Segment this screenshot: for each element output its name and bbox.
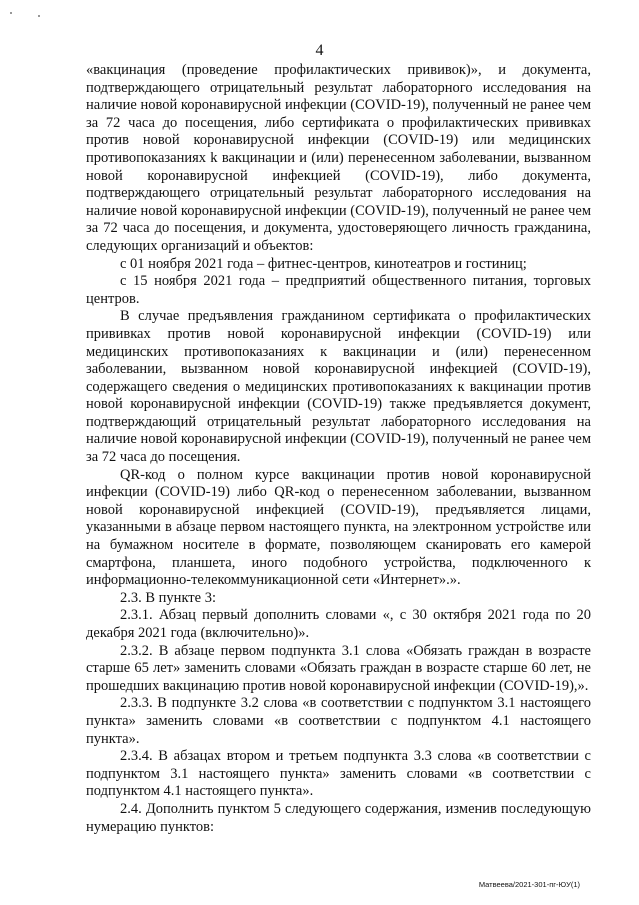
paragraph: 2.3.3. В подпункте 3.2 слова «в соответствии с подпунктом 3.1 настоящего пункта» заменить словами «в соответствии с подпунктом 4.1 настоящего пункта». <box>86 695 591 747</box>
paragraph: В случае предъявления гражданином сертификата о профилактических прививках против новой коронавирусной инфекции (COVID-19) или медицинских противопоказаниях к вакцинации и (или) перенесенном заболевании, вызванном новой коронавирусной инфекцией (COVID-19), содержащего сведения о медицинских противопоказаниях к вакцинации против новой коронавирусной инфекции (COVID-19) также предъявляется документ, подтверждающий отрицательный результат лабораторного исследования на наличие новой коронавирусной инфекции (COVID-19), полученный не ранее чем за 72 часа до посещения. <box>86 308 591 466</box>
paragraph: 2.3.4. В абзацах втором и третьем подпункта 3.3 слова «в соответствии с подпунктом 3.1 настоящего пункта» заменить словами «в соответствии с подпунктом 4.1 настоящего пункта». <box>86 748 591 800</box>
paragraph: 2.4. Дополнить пунктом 5 следующего содержания, изменив последующую нумерацию пунктов: <box>86 800 591 835</box>
paragraph: 2.3.1. Абзац первый дополнить словами «, с 30 октября 2021 года по 20 декабря 2021 года (включительно)». <box>86 607 591 641</box>
document-body <box>86 62 591 836</box>
footer-reference: Матвеева/2021-301-пг-ЮУ(1) <box>478 880 580 889</box>
paragraph: с 15 ноября 2021 года – предприятий общественного питания, торговых центров. <box>86 273 591 307</box>
paragraph: с 01 ноября 2021 года – фитнес-центров, кинотеатров и гостиниц; <box>120 255 527 272</box>
scan-speck <box>38 15 40 17</box>
scan-speck <box>10 12 12 14</box>
page-number: 4 <box>315 42 324 59</box>
paragraph: 2.3. В пункте 3: <box>120 589 216 606</box>
paragraph: 2.3.2. В абзаце первом подпункта 3.1 слова «Обязать граждан в возрасте старше 65 лет» заменить словами «Обязать граждан в возрасте старше 60 лет, не прошедших вакцинацию против новой коронавирусной инфекции (COVID-19),». <box>86 642 591 694</box>
paragraph: «вакцинация (проведение профилактических прививок)», и документа, подтверждающего отрицательный результат лабораторного исследования на наличие новой коронавирусной инфекции (COVID-19), полученный не ранее чем за 72 часа до посещения, либо сертификата о профилактических прививках против новой коронавирусной инфекции (COVID-19) или медицинских противопоказаниях k вакцинации и (или) перенесенном заболевании, вызванном новой коронавирусной инфекцией (COVID-19), либо документа, подтверждающего отрицательный результат лабораторного исследования на наличие новой коронавирусной инфекции (COVID-19), полученный не ранее чем за 72 часа до посещения, и документа, удостоверяющего личность гражданина, следующих организаций и объектов: <box>86 62 591 254</box>
paragraph: QR-код о полном курсе вакцинации против новой коронавирусной инфекции (COVID-19) либо QR-код о перенесенном заболевании, вызванном новой коронавирусной инфекцией (COVID-19), предъявляется лицами, указанными в абзаце первом настоящего пункта, на электронном устройстве или на бумажном носителе в формате, позволяющем сканировать его камерой смартфона, планшета, иного подобного устройства, подключенного к информационно-телекоммуникационной сети «Интернет».». <box>86 466 591 589</box>
